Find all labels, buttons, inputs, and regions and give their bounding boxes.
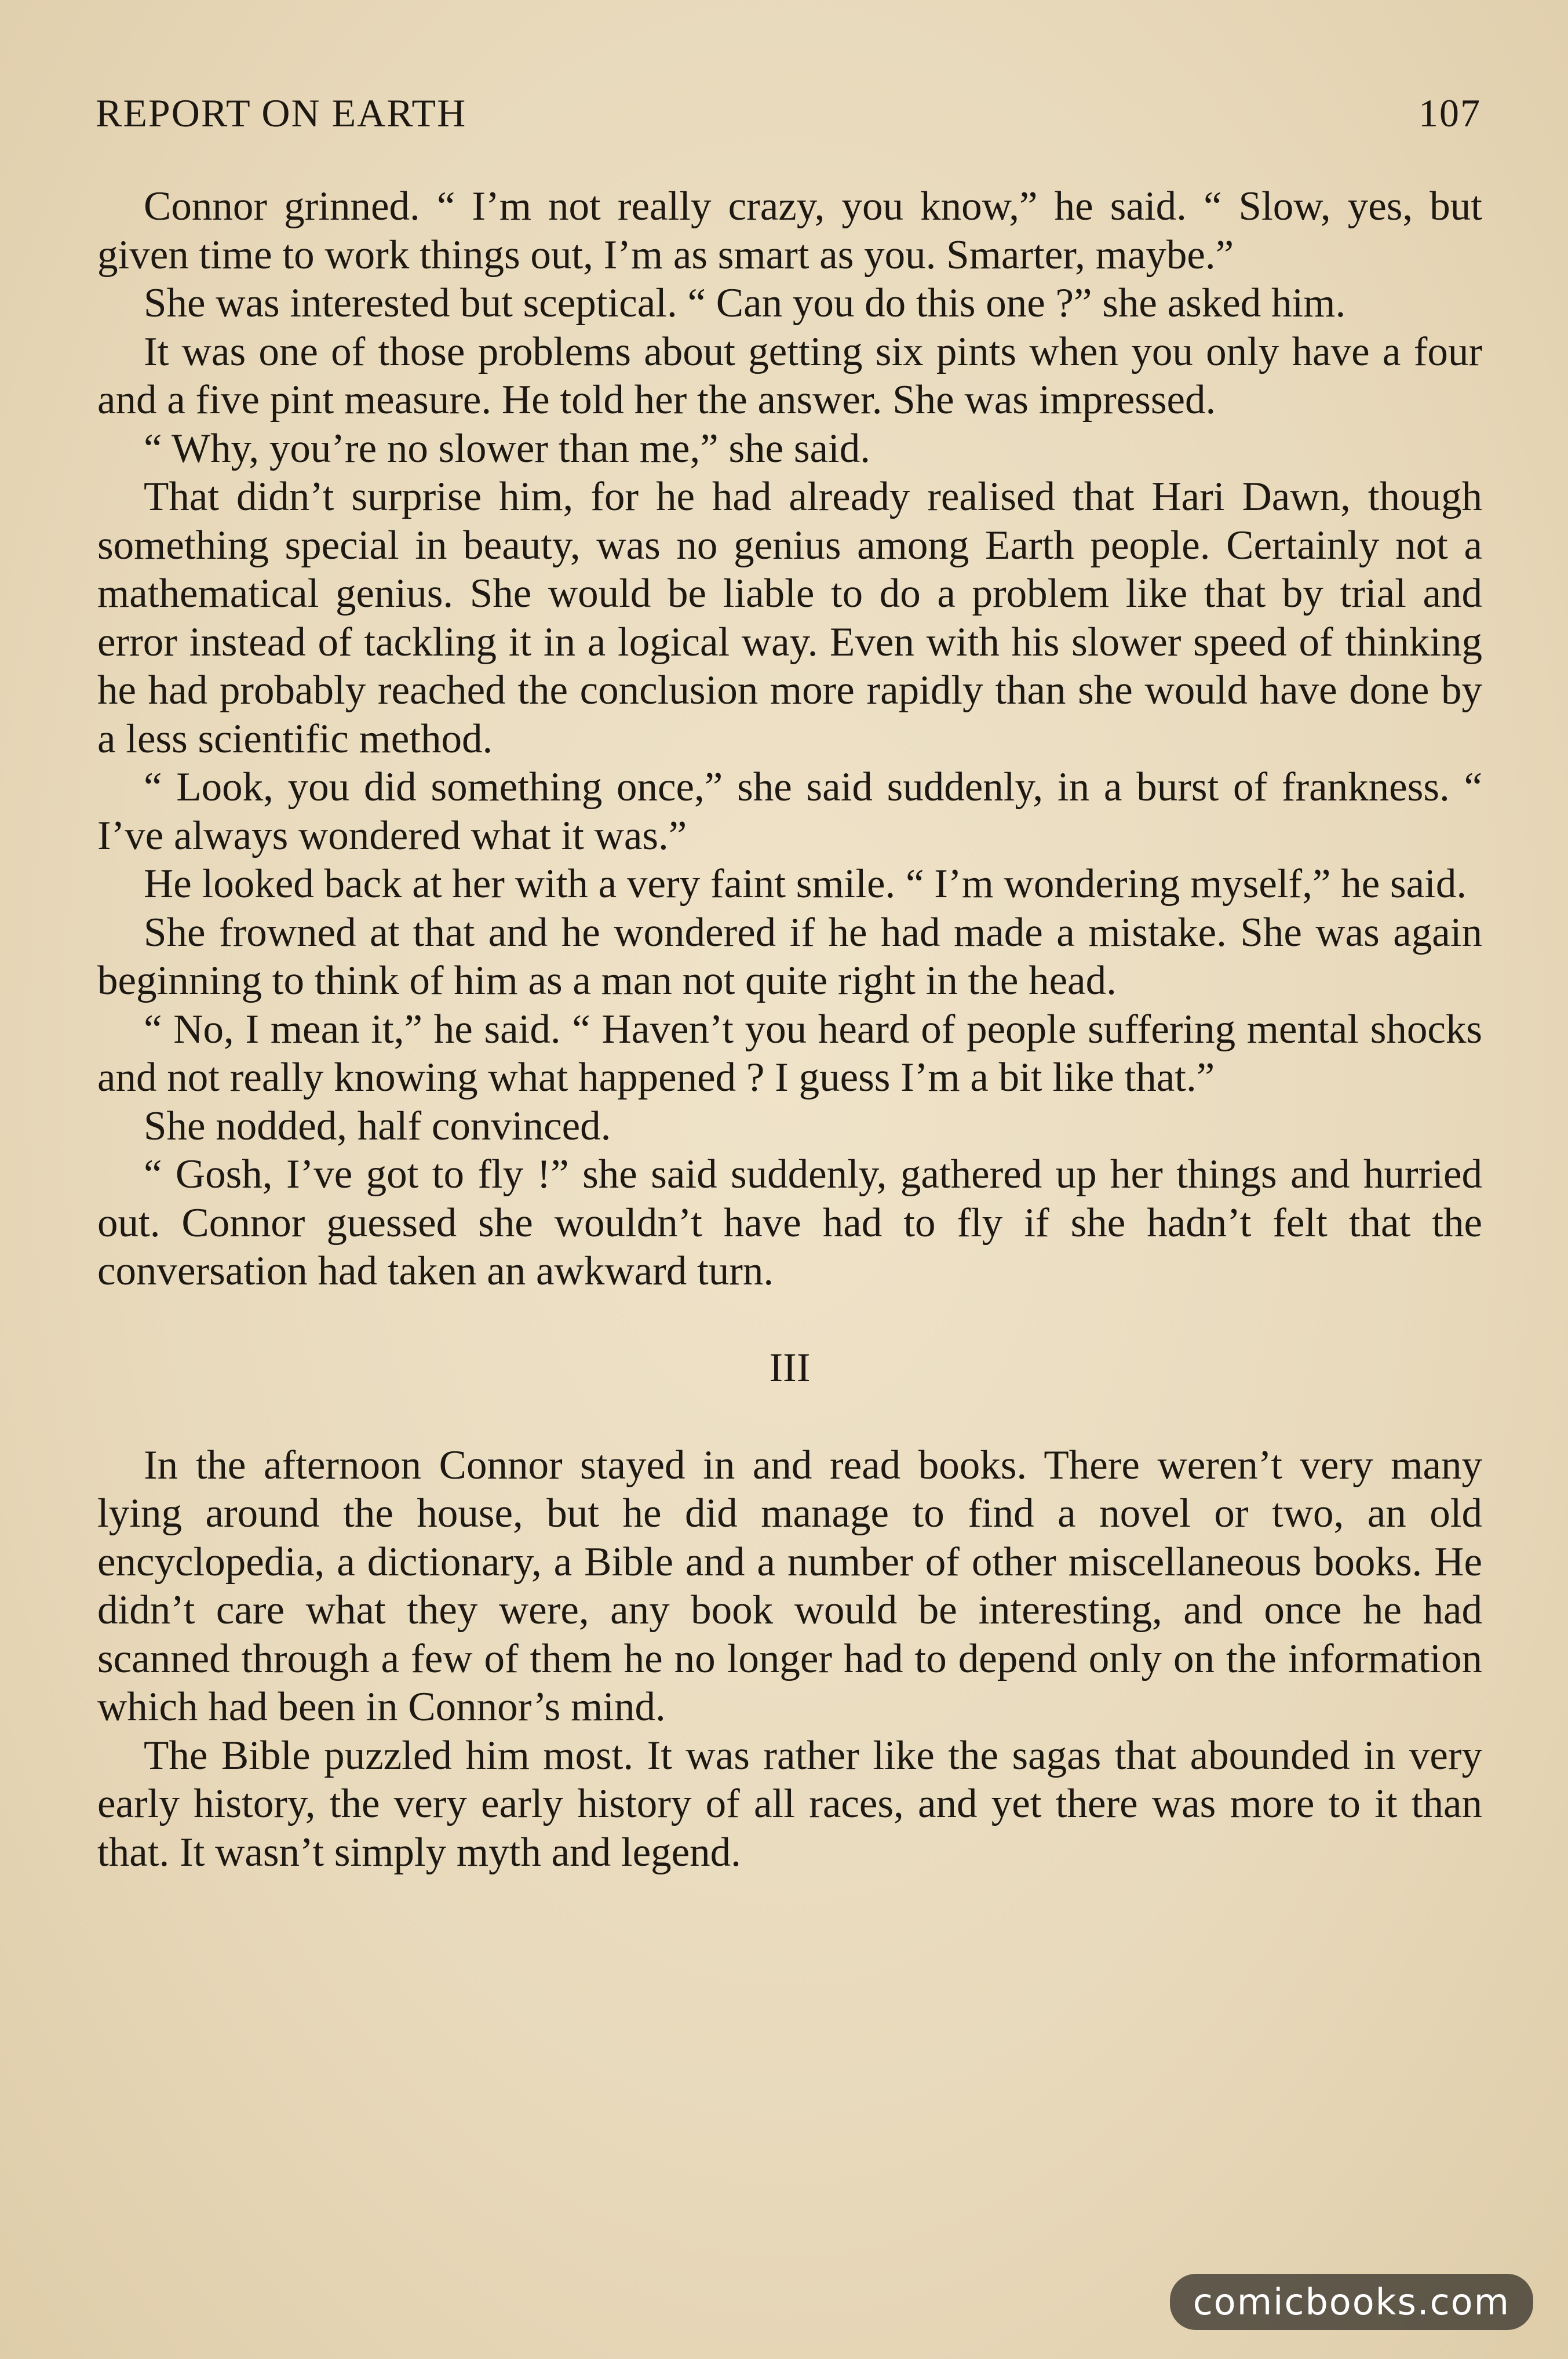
paragraph: Connor grinned. “ I’m not really crazy, you know,” he said. “ Slow, yes, but given time to work things out, I’m as smart as you. Smarter, maybe.”	[97, 184, 1482, 278]
paragraph: “ No, I mean it,” he said. “ Haven’t you heard of people suffering mental shocks and not really knowing what happened ? I guess I’m a bit like that.”	[97, 1006, 1482, 1100]
section-heading: III	[769, 1345, 811, 1390]
paragraph: She was interested but sceptical. “ Can you do this one ?” she asked him.	[144, 281, 1346, 326]
paragraph: The Bible puzzled him most. It was rather like the sagas that abounded in very early history, the very early history of all races, and yet there was more to it than that. It wasn’t simply myth and legend.	[97, 1732, 1482, 1875]
running-head	[96, 87, 1481, 139]
paragraph: That didn’t surprise him, for he had already realised that Hari Dawn, though something special in beauty, was no genius among Earth people. Certainly not a mathematical genius. She would be liable to do a problem like that by trial and error instead of tackling it in a logical way. Even with his slower speed of thinking he had probably reached the conclusion more rapidly than she would have done by a less scientific method.	[97, 474, 1482, 762]
running-title: REPORT ON EARTH	[96, 91, 467, 135]
paragraph: In the afternoon Connor stayed in and read books. There weren’t very many lying around the house, but he did manage to find a novel or two, an old encyclopedia, a dictionary, a Bible and a number of other miscellaneous books. He didn’t care what they were, any book would be interesting, and once he had scanned through a few of them he no longer had to depend only on the information which had been in Connor’s mind.	[97, 1442, 1482, 1730]
paragraph: She nodded, half convinced.	[144, 1103, 611, 1149]
paragraph: “ Look, you did something once,” she said suddenly, in a burst of frankness. “ I’ve always wondered what it was.”	[97, 765, 1482, 858]
paragraph: She frowned at that and he wondered if he had made a mistake. She was again beginning to think of him as a man not quite right in the head.	[97, 909, 1482, 1003]
watermark: comicbooks.com	[1170, 2274, 1533, 2330]
paragraph: “ Gosh, I’ve got to fly !” she said suddenly, gathered up her things and hurried out. Connor guessed she wouldn’t have had to fly if she hadn’t felt that the conversation had taken an awkward turn.	[97, 1152, 1482, 1294]
page-number: 107	[1419, 91, 1481, 135]
paragraph: It was one of those problems about getting six pints when you only have a four and a five pint measure. He told her the answer. She was impressed.	[97, 329, 1482, 423]
body-text	[97, 183, 1482, 1877]
paragraph: “ Why, you’re no slower than me,” she said.	[144, 425, 870, 471]
paragraph: He looked back at her with a very faint smile. “ I’m wondering myself,” he said.	[144, 861, 1467, 907]
